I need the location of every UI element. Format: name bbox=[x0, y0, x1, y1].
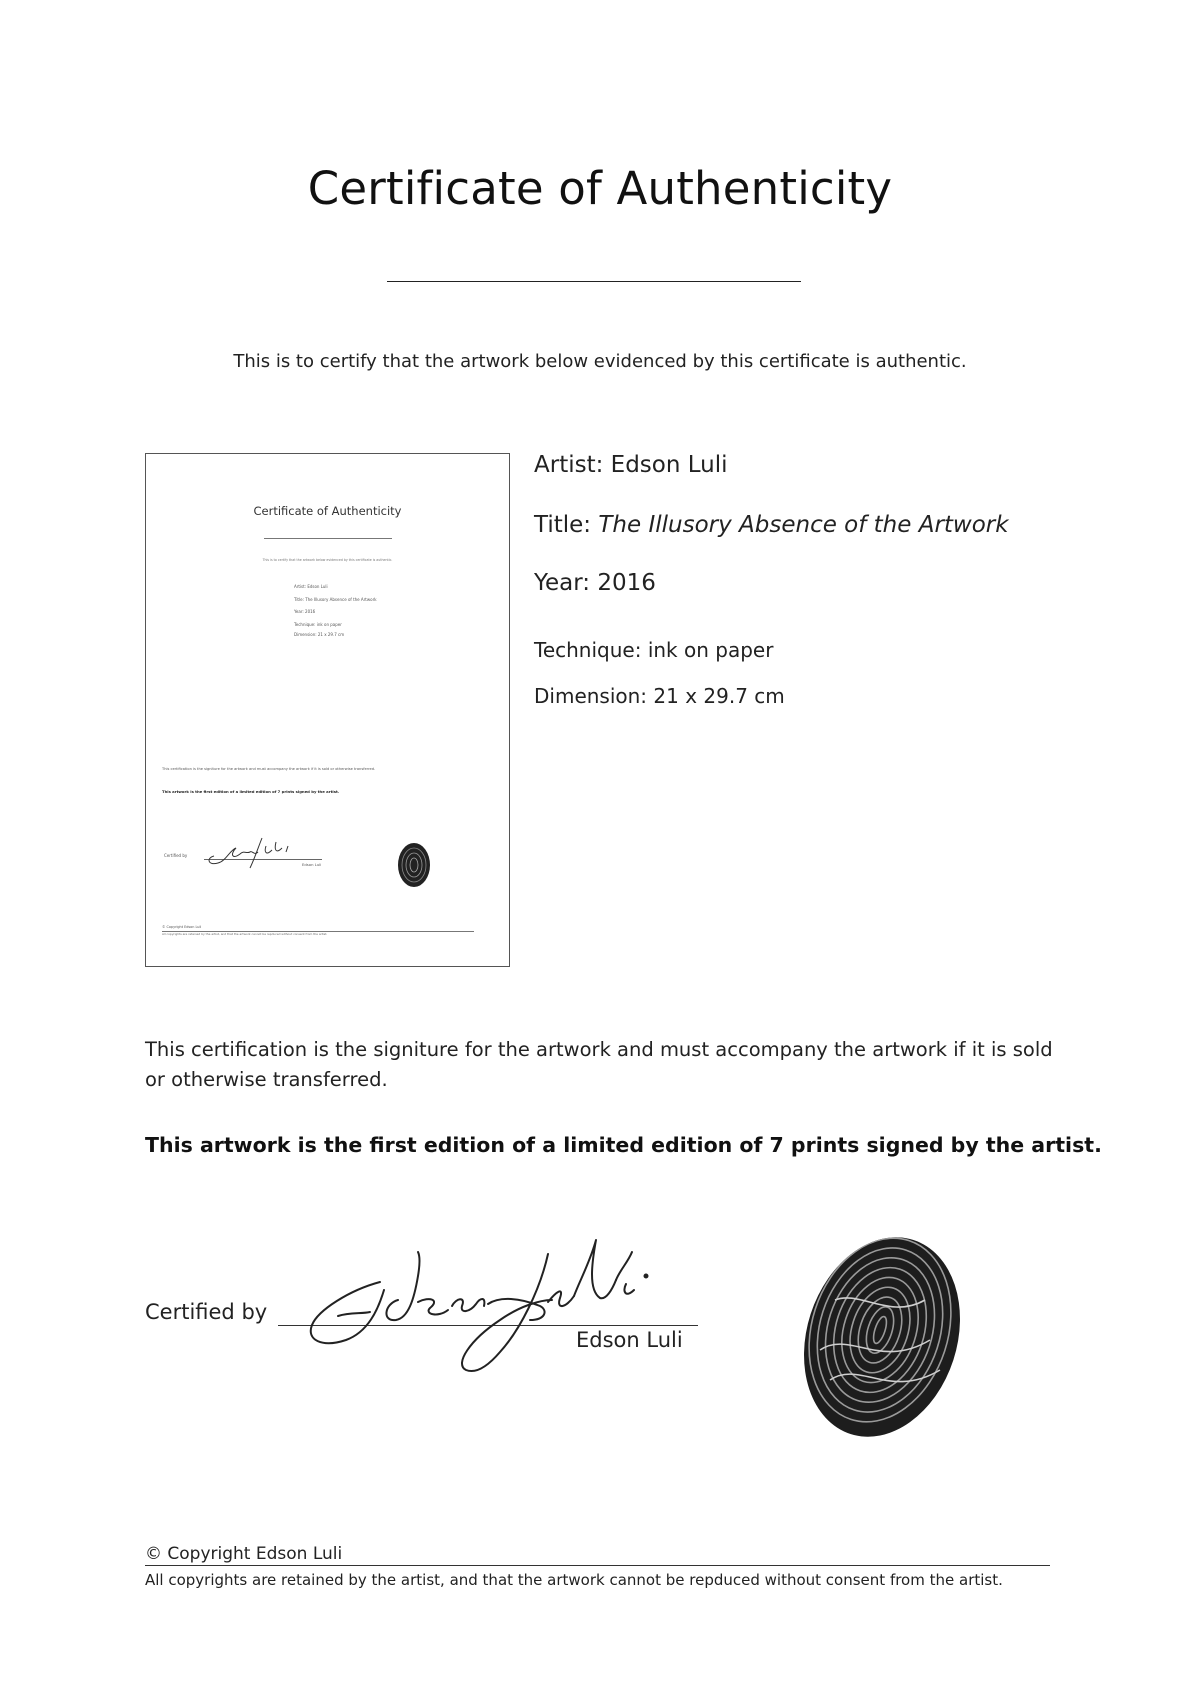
technique-value: ink on paper bbox=[647, 638, 774, 662]
thumbnail-rights: All copyrights are retained by the artist, and that the artwork cannot be repduced without consent from the artist. bbox=[162, 932, 328, 936]
thumbnail-note: This certification is the signiture for the artwork and must accompany the artwork if it is sold or otherwise transferred. bbox=[162, 767, 376, 771]
year-value: 2016 bbox=[597, 570, 656, 596]
title-value: The Illusory Absence of the Artwork bbox=[598, 512, 1009, 538]
thumbnail-certified-by: Certified by bbox=[164, 853, 188, 858]
thumbnail-dimension: Dimension: 21 x 29.7 cm bbox=[294, 632, 345, 637]
certificate-title: Certificate of Authenticity bbox=[307, 162, 893, 215]
technique-label: Technique: bbox=[534, 638, 642, 662]
signer-name: Edson Luli bbox=[576, 1328, 683, 1352]
intro-text: This is to certify that the artwork below evidenced by this certificate is authentic. bbox=[233, 351, 967, 372]
edition-statement: This artwork is the first edition of a limited edition of 7 prints signed by the artist. bbox=[145, 1133, 1102, 1157]
thumbnail-title: Certificate of Authenticity bbox=[253, 504, 402, 518]
rights-statement: All copyrights are retained by the artist, and that the artwork cannot be repduced without consent from the artist. bbox=[145, 1571, 1003, 1589]
title-label: Title: bbox=[534, 512, 592, 538]
copyright-rule bbox=[145, 1565, 1050, 1566]
thumbnail-signer-name: Edson Luli bbox=[302, 862, 322, 867]
thumbnail-artist: Artist: Edson Luli bbox=[294, 584, 328, 589]
copyright-notice: © Copyright Edson Luli bbox=[145, 1544, 343, 1564]
certification-note: This certification is the signiture for the artwork and must accompany the artwork if it is sold or otherwise transferred. bbox=[145, 1038, 1053, 1091]
dimension-label: Dimension: bbox=[534, 684, 648, 708]
thumbnail-artwork-title: Title: The Illusory Absence of the Artwork bbox=[294, 597, 377, 602]
thumbnail-technique: Technique: ink on paper bbox=[294, 622, 342, 627]
dimension-value: 21 x 29.7 cm bbox=[653, 684, 785, 708]
thumbnail-copyright: © Copyright Edson Luli bbox=[162, 925, 202, 929]
artist-label: Artist: bbox=[534, 452, 604, 478]
certified-by-label: Certified by bbox=[145, 1300, 268, 1324]
thumbnail-year: Year: 2016 bbox=[294, 609, 316, 614]
year-label: Year: bbox=[534, 570, 591, 596]
thumbnail-edition: This artwork is the first edition of a limited edition of 7 prints signed by the artist. bbox=[162, 789, 340, 794]
artist-value: Edson Luli bbox=[610, 452, 728, 478]
thumbnail-intro: This is to certify that the artwork below evidenced by this certificate is authentic. bbox=[262, 558, 393, 562]
